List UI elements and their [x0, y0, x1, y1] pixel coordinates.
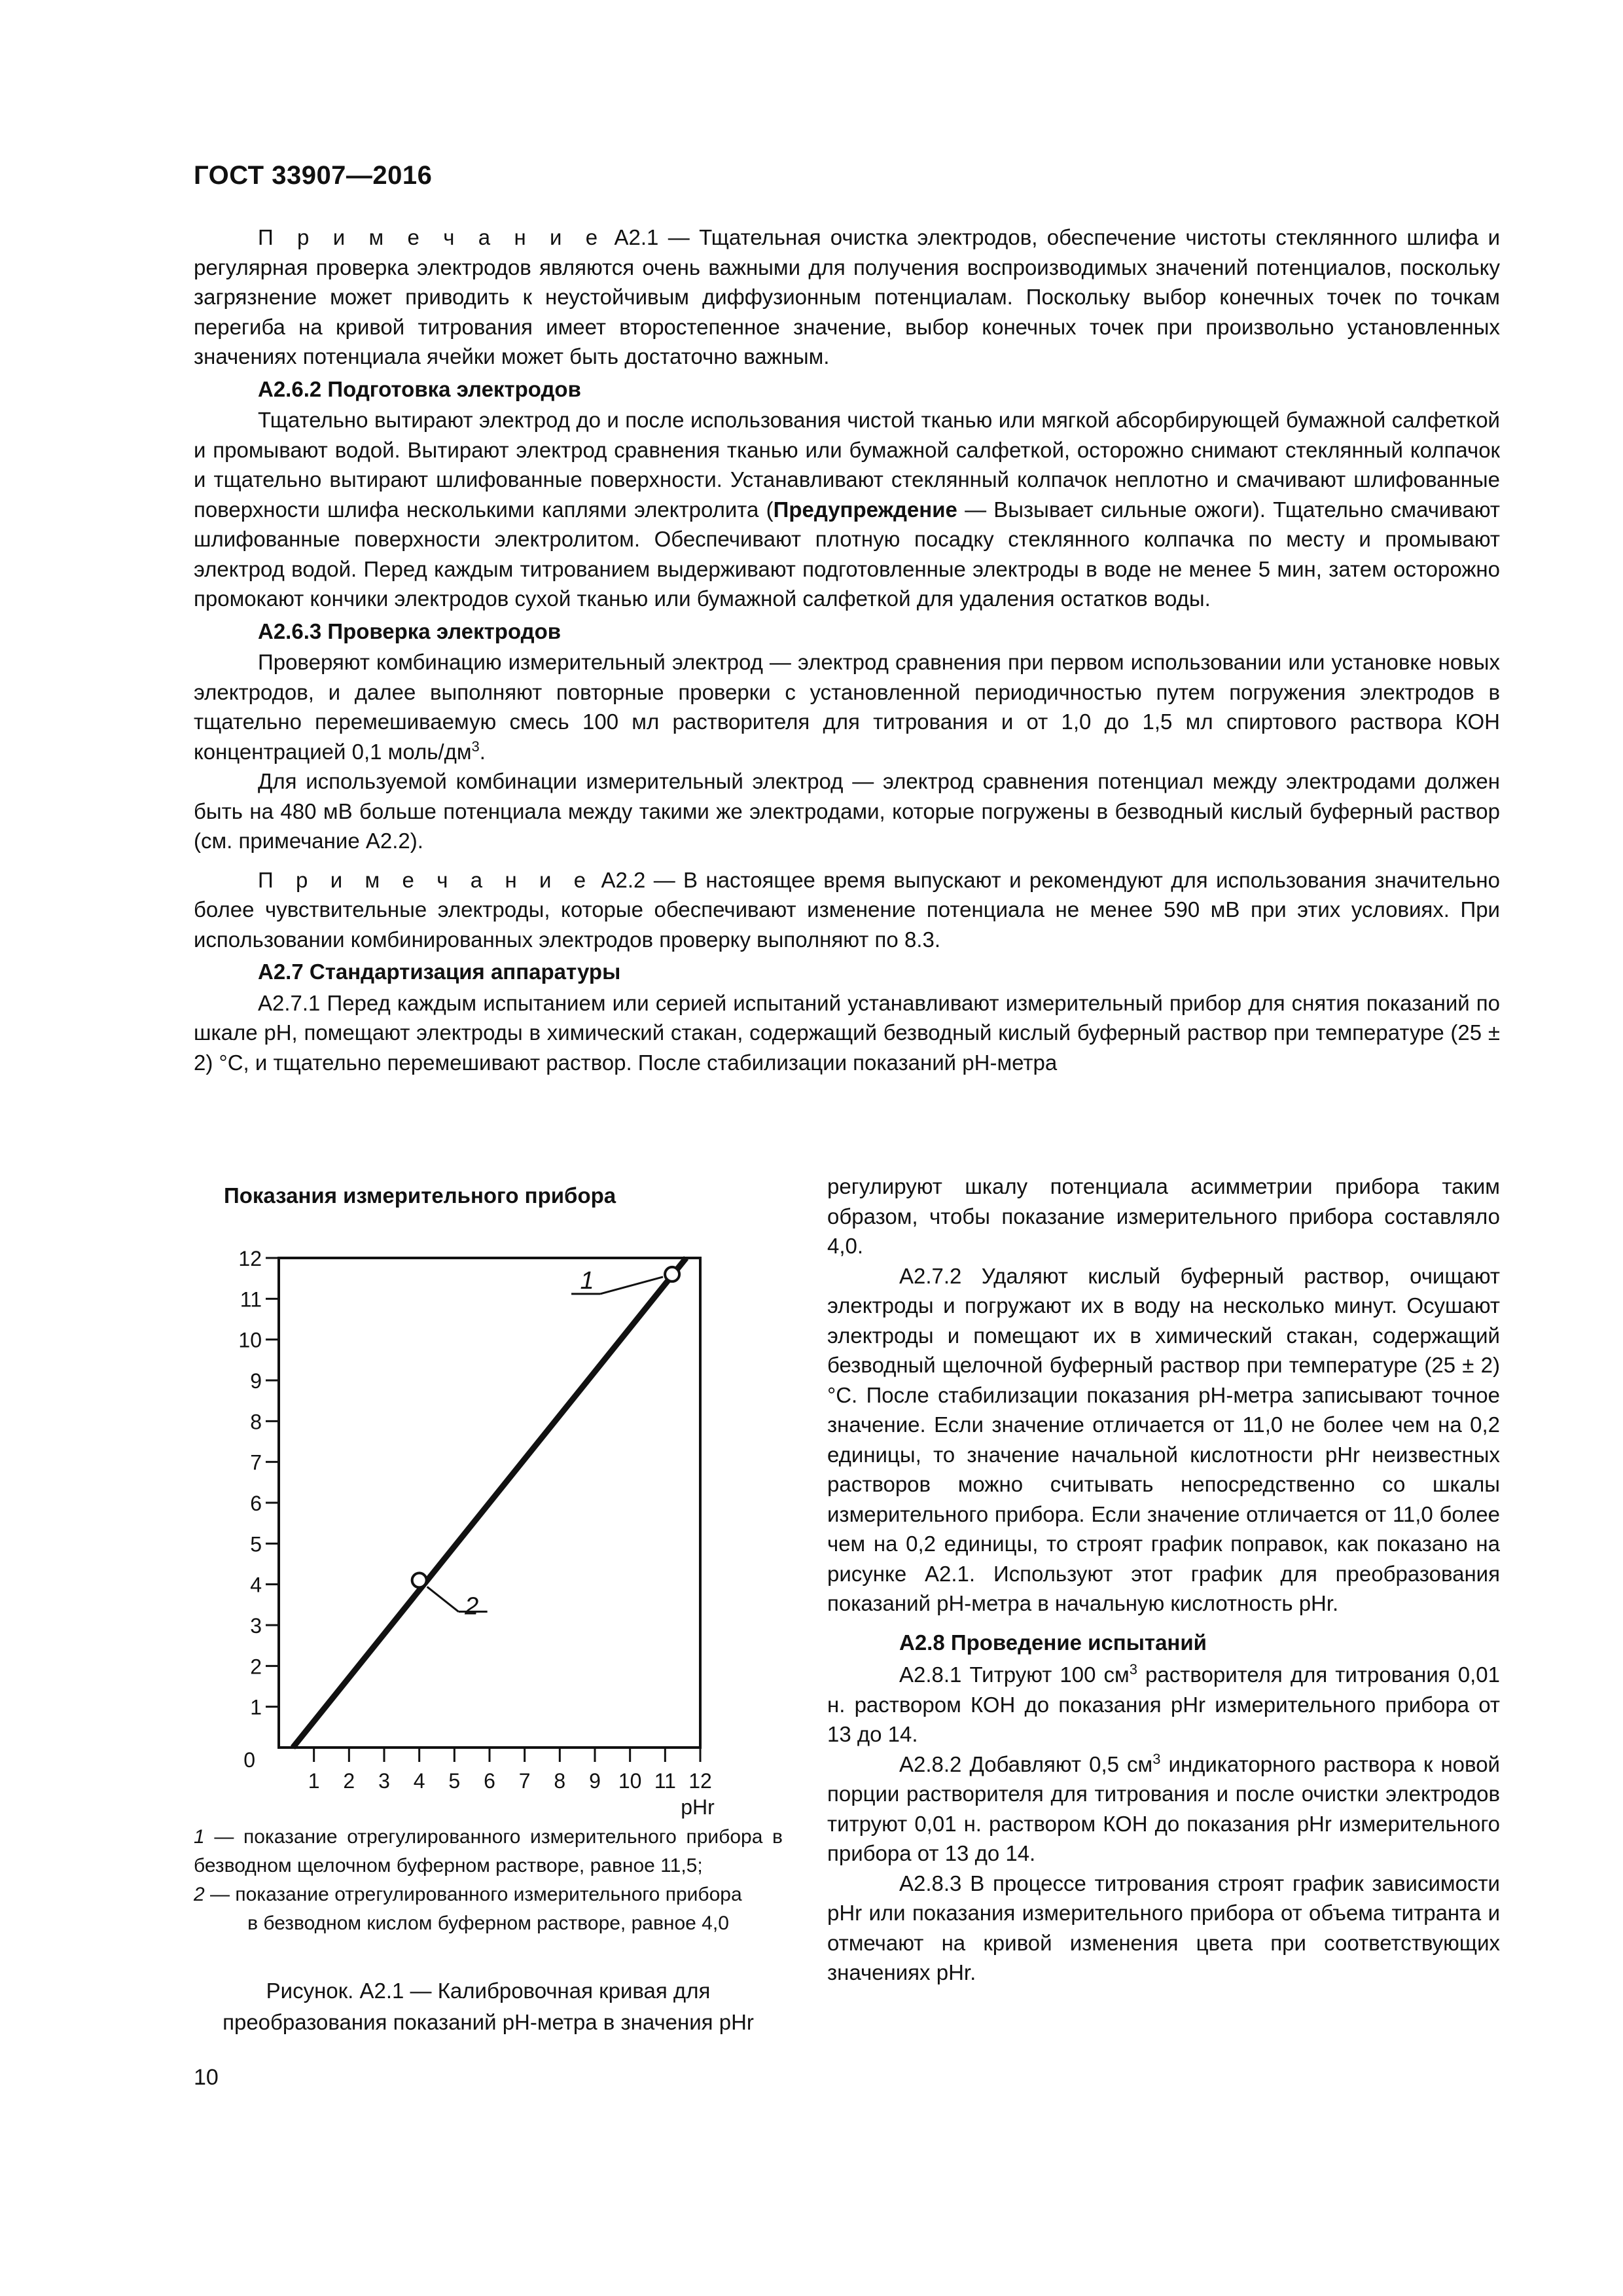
y-tick-label-4: 4: [250, 1573, 262, 1597]
paragraph-a271: А2.7.1 Перед каждым испытанием или серией испытаний устанавливают измерительный прибор для снятия показаний по шкале pH, помещают электроды в химический стакан, содержащий безводный кислый буферный раствор при температуре (25 ± 2) °С, и тщательно перемешивают раствор. После стабилизации показаний pH-метра: [194, 990, 1500, 1075]
note-a22-text: А2.2 — В настоящее время выпускают и рекомендуют для использования значительно более чувствительные электроды, которые обеспечивают изменение потенциала не менее 590 мВ при этих условиях. При использовании комбинированных электродов проверку выполняют по 8.3.: [194, 867, 1500, 952]
legend-item-2: [194, 1880, 783, 1909]
a282-sup: 3: [1152, 1750, 1161, 1767]
document-header: ГОСТ 33907—2016: [194, 161, 433, 190]
y-tick-label-1: 1: [250, 1695, 262, 1719]
a263-sup: 3: [471, 738, 480, 755]
chart-title: Показания измерительного прибора: [224, 1183, 616, 1208]
a281-sup: 3: [1129, 1661, 1137, 1677]
note-a22-label: П р и м е ч а н и е: [258, 867, 594, 892]
heading-a28: А2.8 Проведение испытаний: [899, 1630, 1207, 1655]
x-tick-label-4: 4: [413, 1769, 425, 1793]
paragraph-a263-2: Для используемой комбинации измерительный электрод — электрод сравнения потенциал между электродами должен быть на 480 мВ больше потенциала между такими же электродами, которые погружены в безводный кислый буферный раствор (см. примечание А2.2).: [194, 769, 1500, 853]
a262-warning: Предупреждение: [773, 497, 957, 522]
heading-a27: А2.7 Стандартизация аппаратуры: [258, 960, 621, 984]
y-tick-label-8: 8: [250, 1410, 262, 1434]
x-tick-label-9: 9: [589, 1769, 601, 1793]
y-tick-label-2: 2: [250, 1655, 262, 1679]
y-tick-label-11: 11: [240, 1287, 262, 1312]
right-column-text: [827, 1172, 1500, 1988]
y-tick-label-9: 9: [250, 1369, 262, 1393]
x-tick-label-3: 3: [378, 1769, 390, 1793]
heading-a262: А2.6.2 Подготовка электродов: [258, 376, 581, 401]
point-marker-2: [412, 1573, 427, 1587]
paragraph-a263-1: [194, 647, 1500, 766]
note-a22: [194, 865, 1500, 955]
origin-label: 0: [243, 1748, 255, 1772]
a262-text-1: Тщательно вытирают электрод до и после использования чистой тканью или мягкой абсорбирующей бумажной салфеткой и промывают водой. Вытирают электрод сравнения тканью или бумажной салфеткой, осторожно снимают стеклянный колпачок и тщательно вытирают шлифованные поверхности. Устанавливают стеклянный колпачок неплотно и смачивают шлифованные поверхности шлифа несколькими каплями электролита (: [194, 408, 1500, 522]
figure-caption: Рисунок. А2.1 — Калибровочная кривая для преобразования показаний pH-метра в значения pHr: [223, 1979, 754, 2034]
a263-text-end: .: [479, 739, 486, 764]
main-text-top: [194, 223, 1500, 1077]
a262-text-2: — Вызывает сильные ожоги). Тщательно смачивают шлифованные поверхности электролитом. Обеспечивают плотную посадку стеклянного колпачка по месту и промывают электрод водой. Перед каждым титрованием выдерживают подготовленные электроды в воде не менее 5 мин, затем осторожно промокают кончики электродов сухой тканью или бумажной салфеткой для удаления остатков воды.: [194, 497, 1500, 611]
legend-item-1: [194, 1823, 783, 1880]
note-a21: [194, 223, 1500, 372]
heading-a263: А2.6.3 Проверка электродов: [258, 619, 562, 643]
legend-2-text-a: — показание отрегулированного измерительного прибора: [204, 1884, 742, 1905]
x-tick-label-6: 6: [484, 1769, 495, 1793]
legend-2-num: 2: [194, 1884, 205, 1905]
calibration-chart: [190, 1183, 805, 1819]
point-label-1: 1: [580, 1266, 594, 1295]
point-label-2: 2: [465, 1592, 479, 1621]
chart-svg: [190, 1183, 805, 1819]
paragraph-a272: А2.7.2 Удаляют кислый буферный раствор, очищают электроды и погружают их в воду на несколько минут. Осушают электроды и помещают их в химический стакан, содержащий безводный щелочной буферный раствор при температуре (25 ± 2) °С. После стабилизации показания pH-метра записывают точное значение. Если значение отличается от 11,0 не более чем на 0,2 единицы, то значение начальной кислотности pHr неизвестных растворов можно считывать непосредственно со шкалы измерительного прибора. Если значение отличается от 11,0 более чем на 0,2 единицы, то строят график поправок, как показано на рисунке А2.1. Используют этот график для преобразования показаний pH-метра в начальную кислотность pHr.: [827, 1263, 1500, 1615]
paragraph-a283: А2.8.3 В процессе титрования строят график зависимости pHr или показания измерительного прибора от объема титранта и отмечают на кривой изменения цвета при соответствующих значениях pHr.: [827, 1871, 1500, 1984]
a263-text-1: Проверяют комбинацию измерительный электрод — электрод сравнения при первом использовании или установке новых электродов, и далее выполняют повторные проверки с установленной периодичностью путем погружения электродов в тщательно перемешиваемую смесь 100 мл растворителя для титрования и от 1,0 до 1,5 мл спиртового раствора КОН концентрацией 0,1 моль/дм: [194, 650, 1500, 764]
y-tick-label-5: 5: [250, 1532, 262, 1556]
legend-item-2-cont: в безводном кислом буферном растворе, равное 4,0: [247, 1912, 729, 1934]
a282-text-1: А2.8.2 Добавляют 0,5 см: [899, 1751, 1153, 1776]
y-tick-label-3: 3: [250, 1614, 262, 1638]
note-a21-label: П р и м е ч а н и е: [258, 225, 605, 249]
point-leader-1: [600, 1277, 663, 1294]
point-leader-2: [427, 1587, 459, 1611]
x-tick-label-5: 5: [448, 1769, 461, 1793]
x-tick-label-8: 8: [554, 1769, 566, 1793]
x-tick-label-1: 1: [308, 1769, 320, 1793]
point-marker-1: [665, 1267, 679, 1282]
legend-1-num: 1: [194, 1826, 205, 1848]
paragraph-a271-cont: регулируют шкалу потенциала асимметрии прибора таким образом, чтобы показание измерительного прибора составляло 4,0.: [827, 1174, 1500, 1258]
y-tick-label-7: 7: [250, 1450, 262, 1475]
page-number: 10: [194, 2065, 219, 2090]
a282-text-2: индикаторного раствора к новой порции растворителя для титрования и после очистки электродов титруют 0,01 н. раствором КОН до показания pHr измерительного прибора от 13 до 14.: [827, 1751, 1500, 1865]
y-tick-label-10: 10: [238, 1328, 262, 1352]
series-line-calibration: [293, 1258, 686, 1748]
x-tick-label-2: 2: [343, 1769, 355, 1793]
x-tick-label-7: 7: [518, 1769, 531, 1793]
y-tick-label-6: 6: [250, 1492, 262, 1515]
x-tick-label-12: 12: [688, 1769, 712, 1793]
legend-1-text: — показание отрегулированного измерительного прибора в безводном щелочном буферном растворе, равное 11,5;: [194, 1826, 783, 1876]
x-tick-label-11: 11: [654, 1769, 676, 1793]
x-axis-label: pHr: [681, 1795, 715, 1819]
paragraph-a262: [194, 405, 1500, 614]
x-tick-label-10: 10: [618, 1769, 642, 1793]
y-tick-label-12: 12: [238, 1247, 262, 1270]
figure-legend: [194, 1823, 783, 1938]
a281-text-2: растворителя для титрования 0,01 н. раствором КОН до показания pHr измерительного прибора от 13 до 14.: [827, 1662, 1501, 1746]
note-a21-text: А2.1 — Тщательная очистка электродов, обеспечение чистоты стеклянного шлифа и регулярная проверка электродов являются очень важными для получения воспроизводимых значений потенциалов, поскольку загрязнение может приводить к неустойчивым диффузионным потенциалам. Поскольку выбор конечных точек по точкам перегиба на кривой титрования имеет второстепенное значение, выбор конечных точек при произвольно установленных значениях потенциала ячейки может быть достаточно важным.: [194, 225, 1500, 368]
paragraph-a281: [827, 1660, 1500, 1749]
a281-text-1: А2.8.1 Титруют 100 см: [899, 1662, 1130, 1687]
paragraph-a282: [827, 1749, 1500, 1869]
